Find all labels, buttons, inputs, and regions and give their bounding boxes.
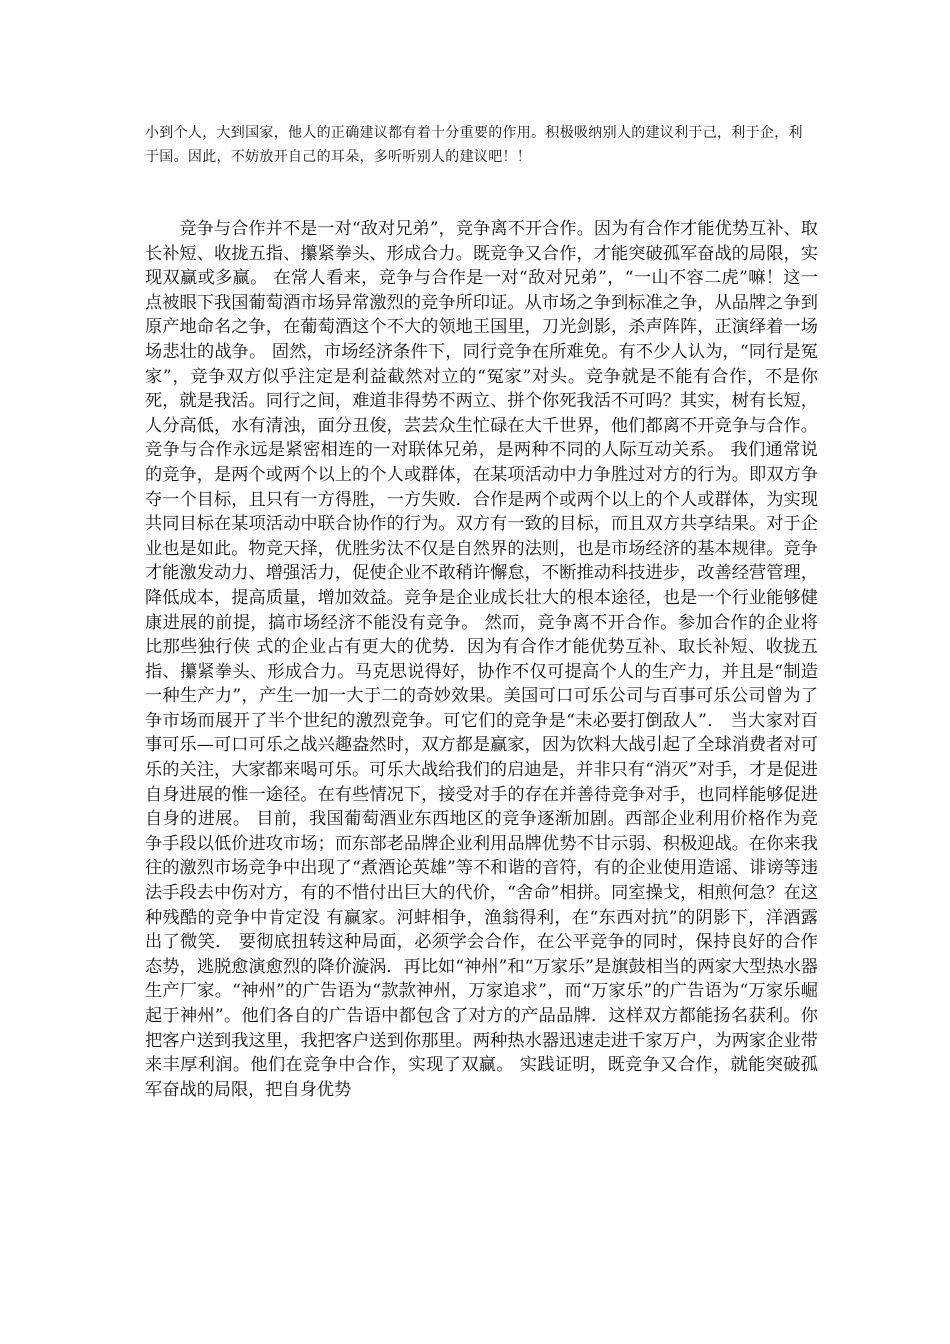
intro-paragraph: 小到个人，大到国家，他人的正确建议都有着十分重要的作用。积极吸纳别人的建议利于己，利于企，利于国。因此，不妨放开自己的耳朵，多听听别人的建议吧！！ xyxy=(145,125,803,165)
main-paragraph: 竞争与合作并不是一对“敌对兄弟”，竞争离不开合作。因为有合作才能优势互补、取长补短、收拢五指、攥紧拳头、形成合力。既竞争又合作，才能突破孤军奋战的局限，实现双赢或多赢。 在常人看来，竞争与合作是一对“敌对兄弟”，“一山不容二虎”嘛！这一点被眼下我国葡萄酒市场异常激烈的竞争所印证。从市场之争到标准之争，从品牌之争到原产地命名之争，在葡萄酒这个不大的领地王国里，刀光剑影，杀声阵阵，正演绎着一场场悲壮的战争。 固然，市场经济条件下，同行竞争在所难免。有不少人认为，“同行是冤家”，竞争双方似乎注定是利益截然对立的“冤家”对头。竞争就是不能有合作，不是你死，就是我活。同行之间，难道非得势不两立、拼个你死我活不可吗？其实，树有长短，人分高低，水有清浊，面分丑俊，芸芸众生忙碌在大千世界，他们都离不开竞争与合作。竞争与合作永远是紧密相连的一对联体兄弟，是两种不同的人际互动关系。 我们通常说的竞争，是两个或两个以上的个人或群体，在某项活动中力争胜过对方的行为。即双方争夺一个目标，且只有一方得胜，一方失败．合作是两个或两个以上的个人或群体，为实现共同目标在某项活动中联合协作的行为。双方有一致的目标，而且双方共享结果。对于企业也是如此。物竞天择，优胜劣汰不仅是自然界的法则，也是市场经济的基本规律。竞争才能激发动力、增强活力，促使企业不敢稍许懈怠，不断推动科技进步，改善经营管理，降低成本，提高质量，增加效益。竞争是企业成长壮大的根本途径，也是一个行业能够健康进展的前提，搞市场经济不能没有竞争。 然而，竞争离不开合作。参加合作的企业将比那些独行侠 式的企业占有更大的优势．因为有合作才能优势互补、取长补短、收拢五指、攥紧拳头、形成合力。马克思说得好，协作不仅可提高个人的生产力，并且是“制造一种生产力”，产生一加一大于二的奇妙效果。美国可口可乐公司与百事可乐公司曾为了争市场而展开了半个世纪的激烈竞争。可它们的竞争是“未必要打倒敌人”． 当大家对百事可乐—可口可乐之战兴趣盎然时，双方都是赢家，因为饮料大战引起了全球消费者对可乐的关注，大家都来喝可乐。可乐大战给我们的启迪是，并非只有“消灭”对手，才是促进自身进展的惟一途径。在有些情况下，接受对手的存在并善待竞争对手，也同样能够促进自身的进展。 目前，我国葡萄酒业东西地区的竞争逐渐加剧。西部企业利用价格作为竞争手段以低价进攻市场；而东部老品牌企业利用品牌优势不甘示弱、积极迎战。在你来我往的激烈市场竞争中出现了“煮酒论英雄”等不和谐的音符，有的企业使用造谣、诽谤等违法手段去中伤对方，有的不惜付出巨大的代价，“舍命”相拼。同室操戈，相煎何急？在这种残酷的竞争中肯定没 有赢家。河蚌相争，渔翁得利，在“东西对抗”的阴影下，洋酒露出了微笑． 要彻底扭转这种局面，必须学会合作，在公平竞争的同时，保持良好的合作态势，逃脱愈演愈烈的降价漩涡．再比如“神州”和“万家乐”是旗鼓相当的两家大型热水器生产厂家。“神州”的广告语为“款款神州，万家追求”，而“万家乐”的广告语为“万家乐崛起于神州”。他们各自的广告语中都包含了对方的产品品牌．这样双方都能扬名获利。你把客户送到我这里，我把客户送到你那里。两种热水器迅速走进千家万户，为两家企业带来丰厚利润。他们在竞争中合作，实现了双赢。 实践证明，既竞争又合作，就能突破孤军奋战的局限，把自身优势 xyxy=(145,219,818,1100)
